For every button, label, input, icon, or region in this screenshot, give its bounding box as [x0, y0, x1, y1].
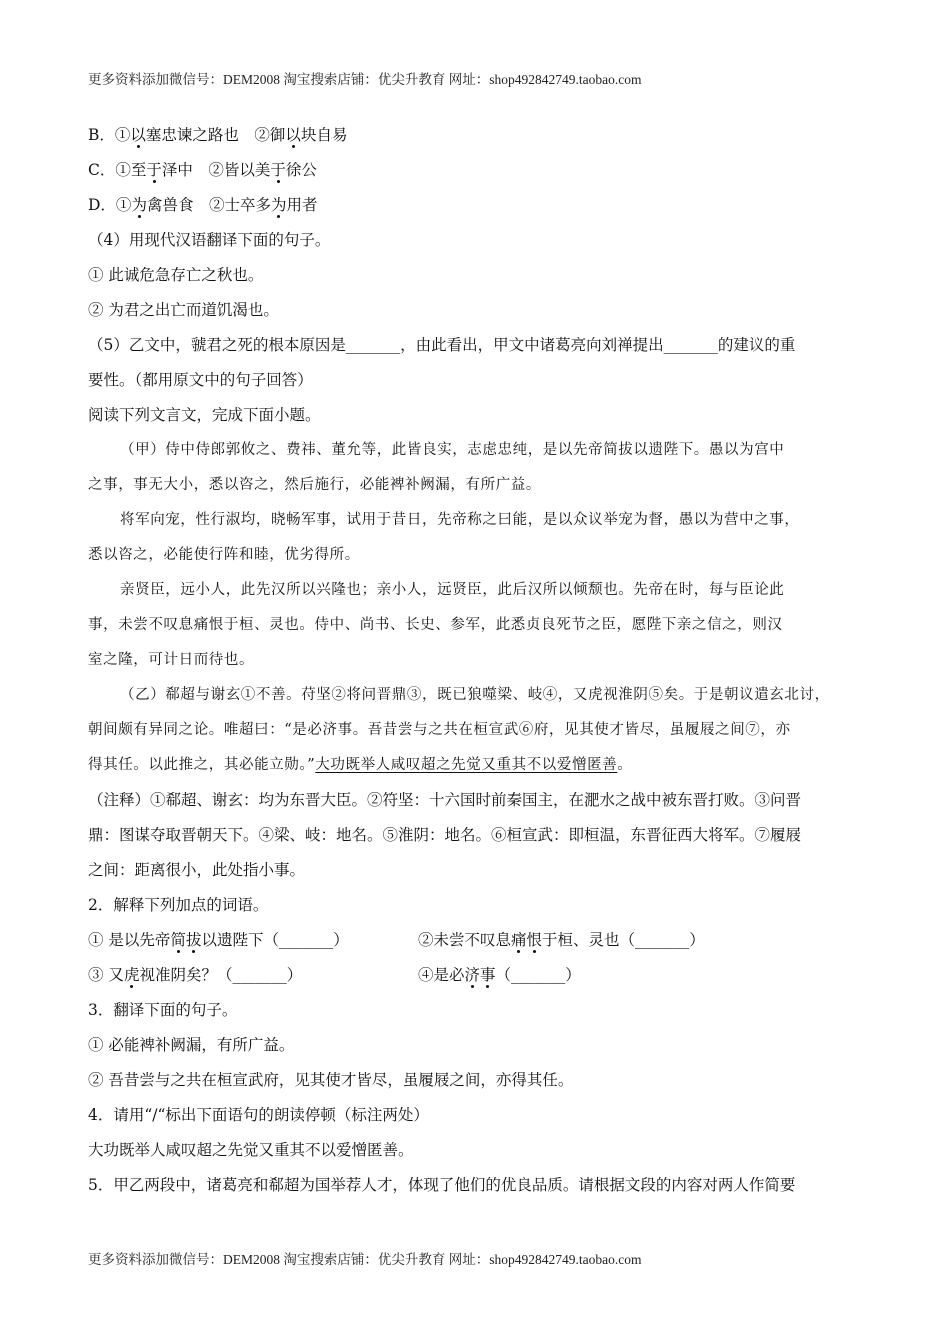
- notes-l1: （注释）①郗超、谢玄：均为东晋大臣。②符坚：十六国时前秦国主，在淝水之战中被东晋打败。③问晋: [88, 791, 802, 809]
- question-4b-sentence: 大功既举人咸叹超之先觉又重其不以爱憎匿善。: [88, 1141, 414, 1159]
- question-4-title: （4）用现代汉语翻译下面的句子。: [88, 231, 331, 249]
- passage-yi-l1: （乙）郗超与谢玄①不善。苻坚②将问晋鼎③，既已狼噬梁、岐④，又虎视淮阴⑤矣。于是朝议遣玄北讨，: [120, 687, 830, 703]
- passage-jia-p3-l3: 室之隆，可计日而待也。: [88, 652, 255, 668]
- passage-jia-p3-l1: 亲贤臣，远小人，此先汉所以兴隆也；亲小人，远贤臣，此后汉所以倾颓也。先帝在时，每与臣论此: [120, 582, 785, 598]
- question-2-row-1: [88, 923, 863, 958]
- question-5b-title: 5．甲乙两段中，诸葛亮和郗超为国举荐人才，体现了他们的优良品质。请根据文段的内容对两人作简要: [88, 1176, 796, 1194]
- passage-jia-p1-l1: （甲）侍中侍郎郭攸之、费祎、董允等，此皆良实，志虑忠纯，是以先帝简拔以遗陛下。愚以为宫中: [120, 442, 785, 458]
- passage-jia-p3-l2: 事，未尝不叹息痛恨于桓、灵也。侍中、尚书、长史、参军，此悉贞良死节之臣，愿陛下亲之信之，则汉: [88, 617, 783, 633]
- question-4-sentence-2: ② 为君之出亡而道饥渴也。: [88, 301, 279, 319]
- notes-l2: 鼎：图谋夺取晋朝天下。④梁、岐：地名。⑤淮阴：地名。⑥桓宣武：即桓温，东晋征西大将军。⑦履屐: [88, 826, 802, 844]
- question-2-item-b: ②未尝不叹息痛恨于桓、灵也（_______）: [418, 931, 705, 949]
- option-c: C．①至于泽中 ②皆以美于徐公: [88, 161, 317, 179]
- question-2-row-2: [88, 958, 863, 993]
- passage-jia-p2-l2: 悉以咨之，必能使行阵和睦，优劣得所。: [88, 547, 360, 563]
- question-5-line-2: 要性。（都用原文中的句子回答）: [88, 371, 313, 389]
- page-footer: 更多资料添加微信号：DEM2008 淘宝搜索店铺：优尖升教育 网址：shop492842749.taobao.com: [88, 1252, 642, 1267]
- passage-jia-p1-l2: 之事，事无大小，悉以咨之，然后施行，必能裨补阙漏，有所广益。: [88, 477, 541, 493]
- question-2-item-d: ④是必济事（_______）: [418, 966, 581, 984]
- underlined-sentence: 大功既举人咸叹超之先觉又重其不以爱憎匿善: [315, 757, 618, 773]
- question-3-title: 3．翻译下面的句子。: [88, 1001, 238, 1019]
- question-2-title: 2．解释下列加点的词语。: [88, 896, 269, 914]
- question-3-sentence-2: ② 吾昔尝与之共在桓宣武府，见其使才皆尽，虽履屐之间，亦得其任。: [88, 1071, 574, 1089]
- question-4-sentence-1: ① 此诚危急存亡之秋也。: [88, 266, 264, 284]
- notes-l3: 之间：距离很小，此处指小事。: [88, 861, 306, 879]
- passage-jia-p2-l1: 将军向宠，性行淑均，晓畅军事，试用于昔日，先帝称之曰能，是以众议举宠为督，愚以为营中之事，: [120, 512, 800, 528]
- reading-intro: 阅读下列文言文，完成下面小题。: [88, 406, 321, 424]
- passage-yi-l2: 朝间颇有异同之论。唯超曰：“是必济事。吾昔尝与之共在桓宣武⑥府，见其使才皆尽，虽履屐之间⑦，亦: [88, 722, 791, 738]
- question-3-sentence-1: ① 必能裨补阙漏，有所广益。: [88, 1036, 295, 1054]
- question-5-line-1: （5）乙文中，虢君之死的根本原因是_______，由此看出，甲文中诸葛亮向刘禅提出_______的建议的重: [88, 336, 796, 354]
- page-header: 更多资料添加微信号：DEM2008 淘宝搜索店铺：优尖升教育 网址：shop492842749.taobao.com: [88, 72, 642, 87]
- question-2-item-a: ① 是以先帝简拔以遗陛下（_______）: [88, 931, 349, 949]
- option-d: D．①为禽兽食 ②士卒多为用者: [88, 196, 318, 214]
- passage-yi-l3: 得其任。以此推之，其必能立勋。”大功既举人咸叹超之先觉又重其不以爱憎匿善。: [88, 757, 633, 773]
- question-4b-title: 4．请用“/“标出下面语句的朗读停顿（标注两处）: [88, 1106, 429, 1124]
- document-body: [88, 118, 863, 1203]
- question-2-item-c: ③ 又虎视准阴矣？（_______）: [88, 966, 303, 984]
- option-b: B．①以塞忠谏之路也 ②御以块自易: [88, 126, 348, 144]
